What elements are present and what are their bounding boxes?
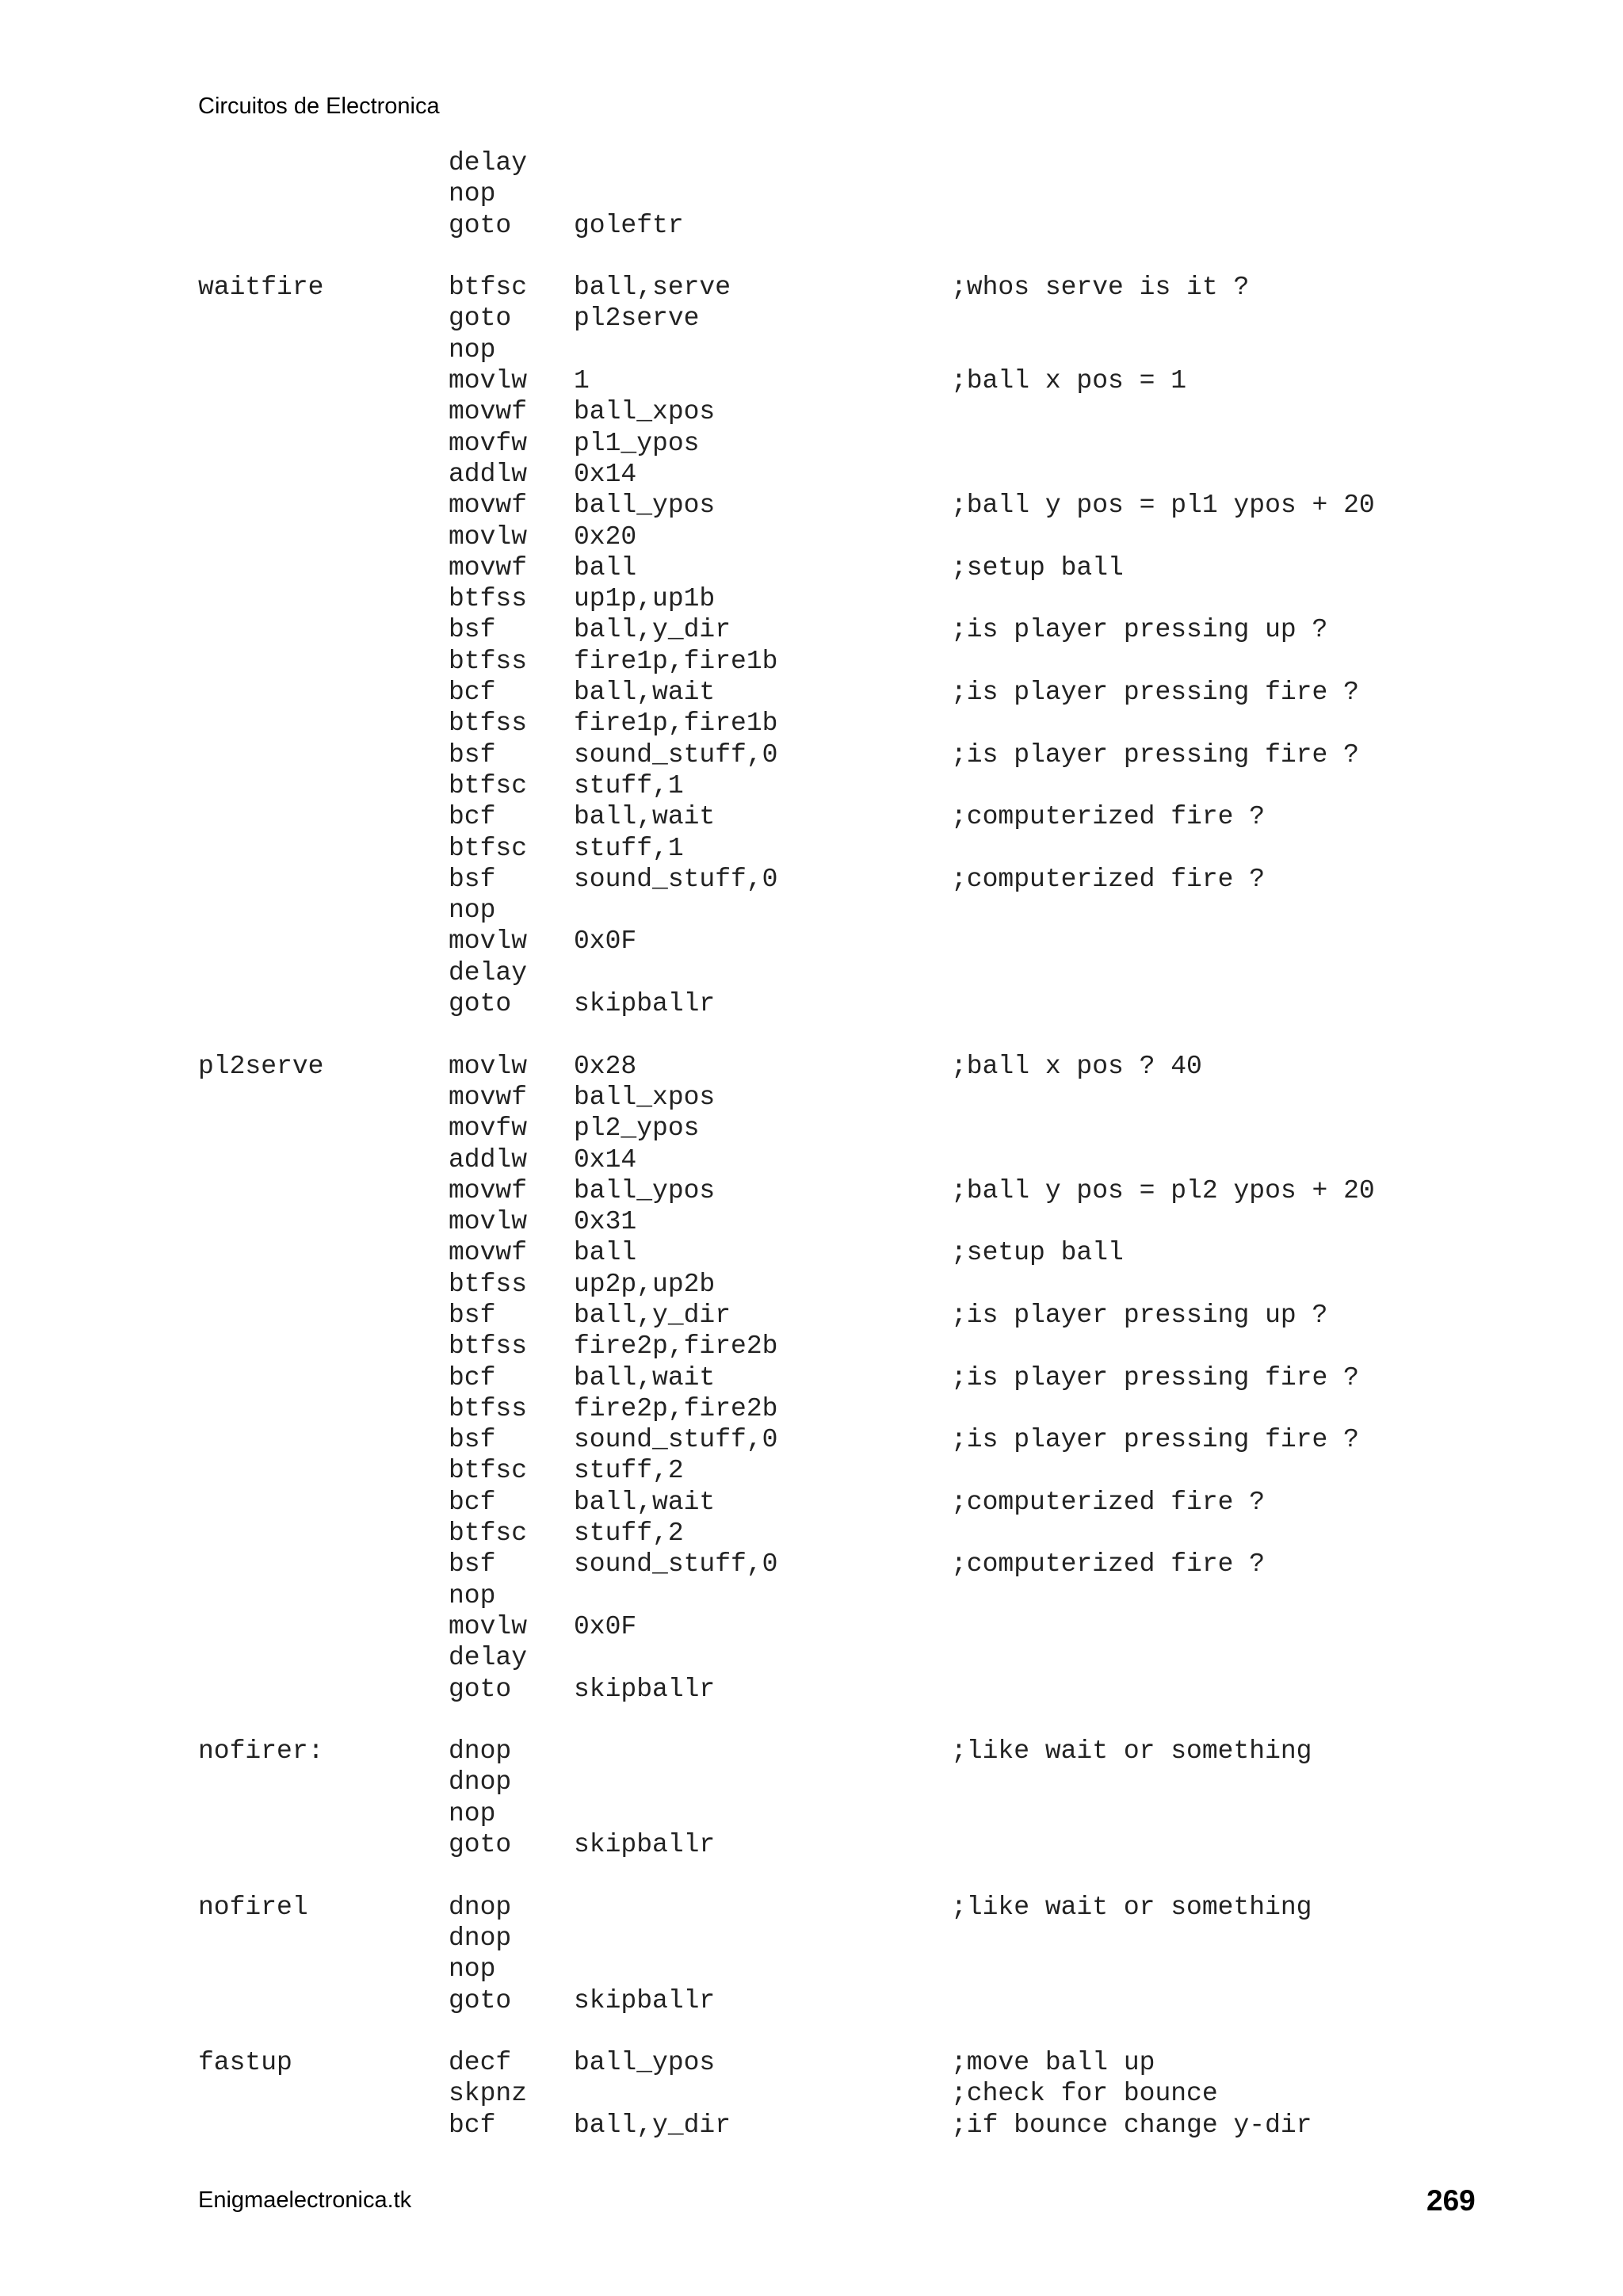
code-operand: up2p,up2b [574,1269,716,1299]
code-comment: ;is player pressing fire ? [951,678,1359,708]
code-operand: ball,y_dir [574,1300,731,1330]
code-operand: ball_xpos [574,397,716,427]
code-label: nofirer: [198,1736,324,1767]
code-opcode: movlw [449,1207,528,1237]
code-opcode: delay [449,957,528,988]
code-operand: ball_ypos [574,1175,716,1205]
code-opcode: goto [449,1985,512,2015]
code-opcode: nop [449,896,496,926]
code-comment: ;setup ball [951,552,1124,583]
code-operand: 0x31 [574,1207,637,1237]
code-opcode: bsf [449,1549,496,1580]
code-comment: ;like wait or something [951,1736,1312,1767]
code-operand: skipballr [574,1985,716,2015]
code-comment: ;is player pressing up ? [951,1300,1328,1330]
code-operand: ball,wait [574,1487,716,1517]
code-opcode: movwf [449,397,528,427]
code-opcode: bsf [449,739,496,770]
code-opcode: skpnz [449,2079,528,2109]
code-operand: pl2_ypos [574,1114,700,1144]
code-opcode: goto [449,304,512,334]
code-opcode: bcf [449,1362,496,1392]
code-operand: pl1_ypos [574,428,700,458]
code-opcode: movwf [449,1175,528,1205]
code-opcode: btfsc [449,273,528,303]
code-comment: ;check for bounce [951,2079,1218,2109]
code-opcode: goto [449,1830,512,1860]
code-opcode: goto [449,1674,512,1704]
code-operand: fire2p,fire2b [574,1393,778,1423]
code-opcode: btfss [449,1269,528,1299]
code-opcode: nop [449,1798,496,1828]
code-operand: ball [574,1238,637,1268]
code-operand: stuff,1 [574,833,684,863]
code-operand: 0x0F [574,926,637,957]
code-operand: ball_ypos [574,2048,716,2078]
code-operand: 0x14 [574,1144,637,1175]
code-operand: fire2p,fire2b [574,1331,778,1362]
code-opcode: nop [449,1954,496,1985]
code-comment: ;like wait or something [951,1892,1312,1922]
code-comment: ;whos serve is it ? [951,273,1250,303]
code-opcode: addlw [449,1144,528,1175]
code-operand: skipballr [574,1830,716,1860]
code-comment: ;if bounce change y-dir [951,2110,1312,2140]
code-comment: ;move ball up [951,2048,1155,2078]
code-opcode: movlw [449,1611,528,1641]
code-opcode: btfsc [449,1519,528,1549]
code-operand: fire1p,fire1b [574,709,778,739]
code-label: waitfire [198,273,324,303]
code-opcode: btfsc [449,1456,528,1486]
code-opcode: addlw [449,459,528,489]
code-label: nofirel [198,1892,308,1922]
code-comment: ;computerized fire ? [951,864,1266,894]
code-operand: sound_stuff,0 [574,1425,778,1455]
code-operand: skipballr [574,989,716,1019]
code-opcode: btfss [449,584,528,614]
code-label: pl2serve [198,1051,324,1081]
code-opcode: dnop [449,1767,512,1797]
code-operand: 1 [574,366,590,396]
code-opcode: movwf [449,1238,528,1268]
code-operand: 0x28 [574,1051,637,1081]
code-opcode: delay [449,1643,528,1673]
code-operand: stuff,2 [574,1456,684,1486]
code-opcode: bsf [449,1425,496,1455]
code-comment: ;is player pressing up ? [951,615,1328,645]
code-opcode: goto [449,989,512,1019]
code-opcode: nop [449,334,496,365]
code-opcode: movlw [449,521,528,552]
code-opcode: movwf [449,552,528,583]
code-opcode: btfss [449,1331,528,1362]
code-comment: ;is player pressing fire ? [951,739,1359,770]
code-operand: fire1p,fire1b [574,646,778,676]
code-opcode: btfsc [449,770,528,800]
code-operand: goleftr [574,210,684,240]
code-operand: 0x14 [574,459,637,489]
code-opcode: btfss [449,646,528,676]
code-comment: ;ball x pos ? 40 [951,1051,1202,1081]
page-number: 269 [1426,2184,1476,2217]
code-opcode: dnop [449,1892,512,1922]
code-opcode: nop [449,1580,496,1610]
code-opcode: delay [449,148,528,178]
code-opcode: btfss [449,709,528,739]
code-opcode: bcf [449,1487,496,1517]
code-opcode: bsf [449,1300,496,1330]
code-operand: ball,y_dir [574,615,731,645]
code-opcode: bsf [449,615,496,645]
code-opcode: movwf [449,491,528,521]
code-operand: ball,wait [574,678,716,708]
code-comment: ;computerized fire ? [951,1549,1266,1580]
code-operand: pl2serve [574,304,700,334]
code-opcode: movfw [449,428,528,458]
code-operand: ball [574,552,637,583]
code-opcode: bsf [449,864,496,894]
code-comment: ;computerized fire ? [951,1487,1266,1517]
code-opcode: decf [449,2048,512,2078]
code-comment: ;computerized fire ? [951,802,1266,832]
code-operand: ball,y_dir [574,2110,731,2140]
footer-site: Enigmaelectronica.tk [198,2187,412,2213]
code-opcode: dnop [449,1923,512,1953]
code-opcode: movlw [449,1051,528,1081]
code-comment: ;is player pressing fire ? [951,1425,1359,1455]
code-operand: stuff,2 [574,1519,684,1549]
code-opcode: btfsc [449,833,528,863]
code-opcode: movfw [449,1114,528,1144]
code-operand: stuff,1 [574,770,684,800]
code-opcode: btfss [449,1393,528,1423]
code-operand: up1p,up1b [574,584,716,614]
code-comment: ;is player pressing fire ? [951,1362,1359,1392]
code-opcode: bcf [449,678,496,708]
code-operand: sound_stuff,0 [574,864,778,894]
code-opcode: movwf [449,1082,528,1112]
code-operand: ball,wait [574,802,716,832]
code-operand: ball,serve [574,273,731,303]
code-operand: 0x0F [574,1611,637,1641]
code-comment: ;ball x pos = 1 [951,366,1187,396]
code-comment: ;setup ball [951,1238,1124,1268]
code-opcode: bcf [449,802,496,832]
code-operand: ball_ypos [574,491,716,521]
code-opcode: movlw [449,926,528,957]
code-comment: ;ball y pos = pl1 ypos + 20 [951,491,1375,521]
code-opcode: bcf [449,2110,496,2140]
code-operand: sound_stuff,0 [574,1549,778,1580]
code-operand: 0x20 [574,521,637,552]
code-opcode: movlw [449,366,528,396]
code-label: fastup [198,2048,292,2078]
code-opcode: goto [449,210,512,240]
code-opcode: nop [449,179,496,209]
code-opcode: dnop [449,1736,512,1767]
code-operand: ball,wait [574,1362,716,1392]
code-operand: sound_stuff,0 [574,739,778,770]
code-comment: ;ball y pos = pl2 ypos + 20 [951,1175,1375,1205]
page-header-title: Circuitos de Electronica [198,94,440,119]
code-operand: skipballr [574,1674,716,1704]
code-operand: ball_xpos [574,1082,716,1112]
